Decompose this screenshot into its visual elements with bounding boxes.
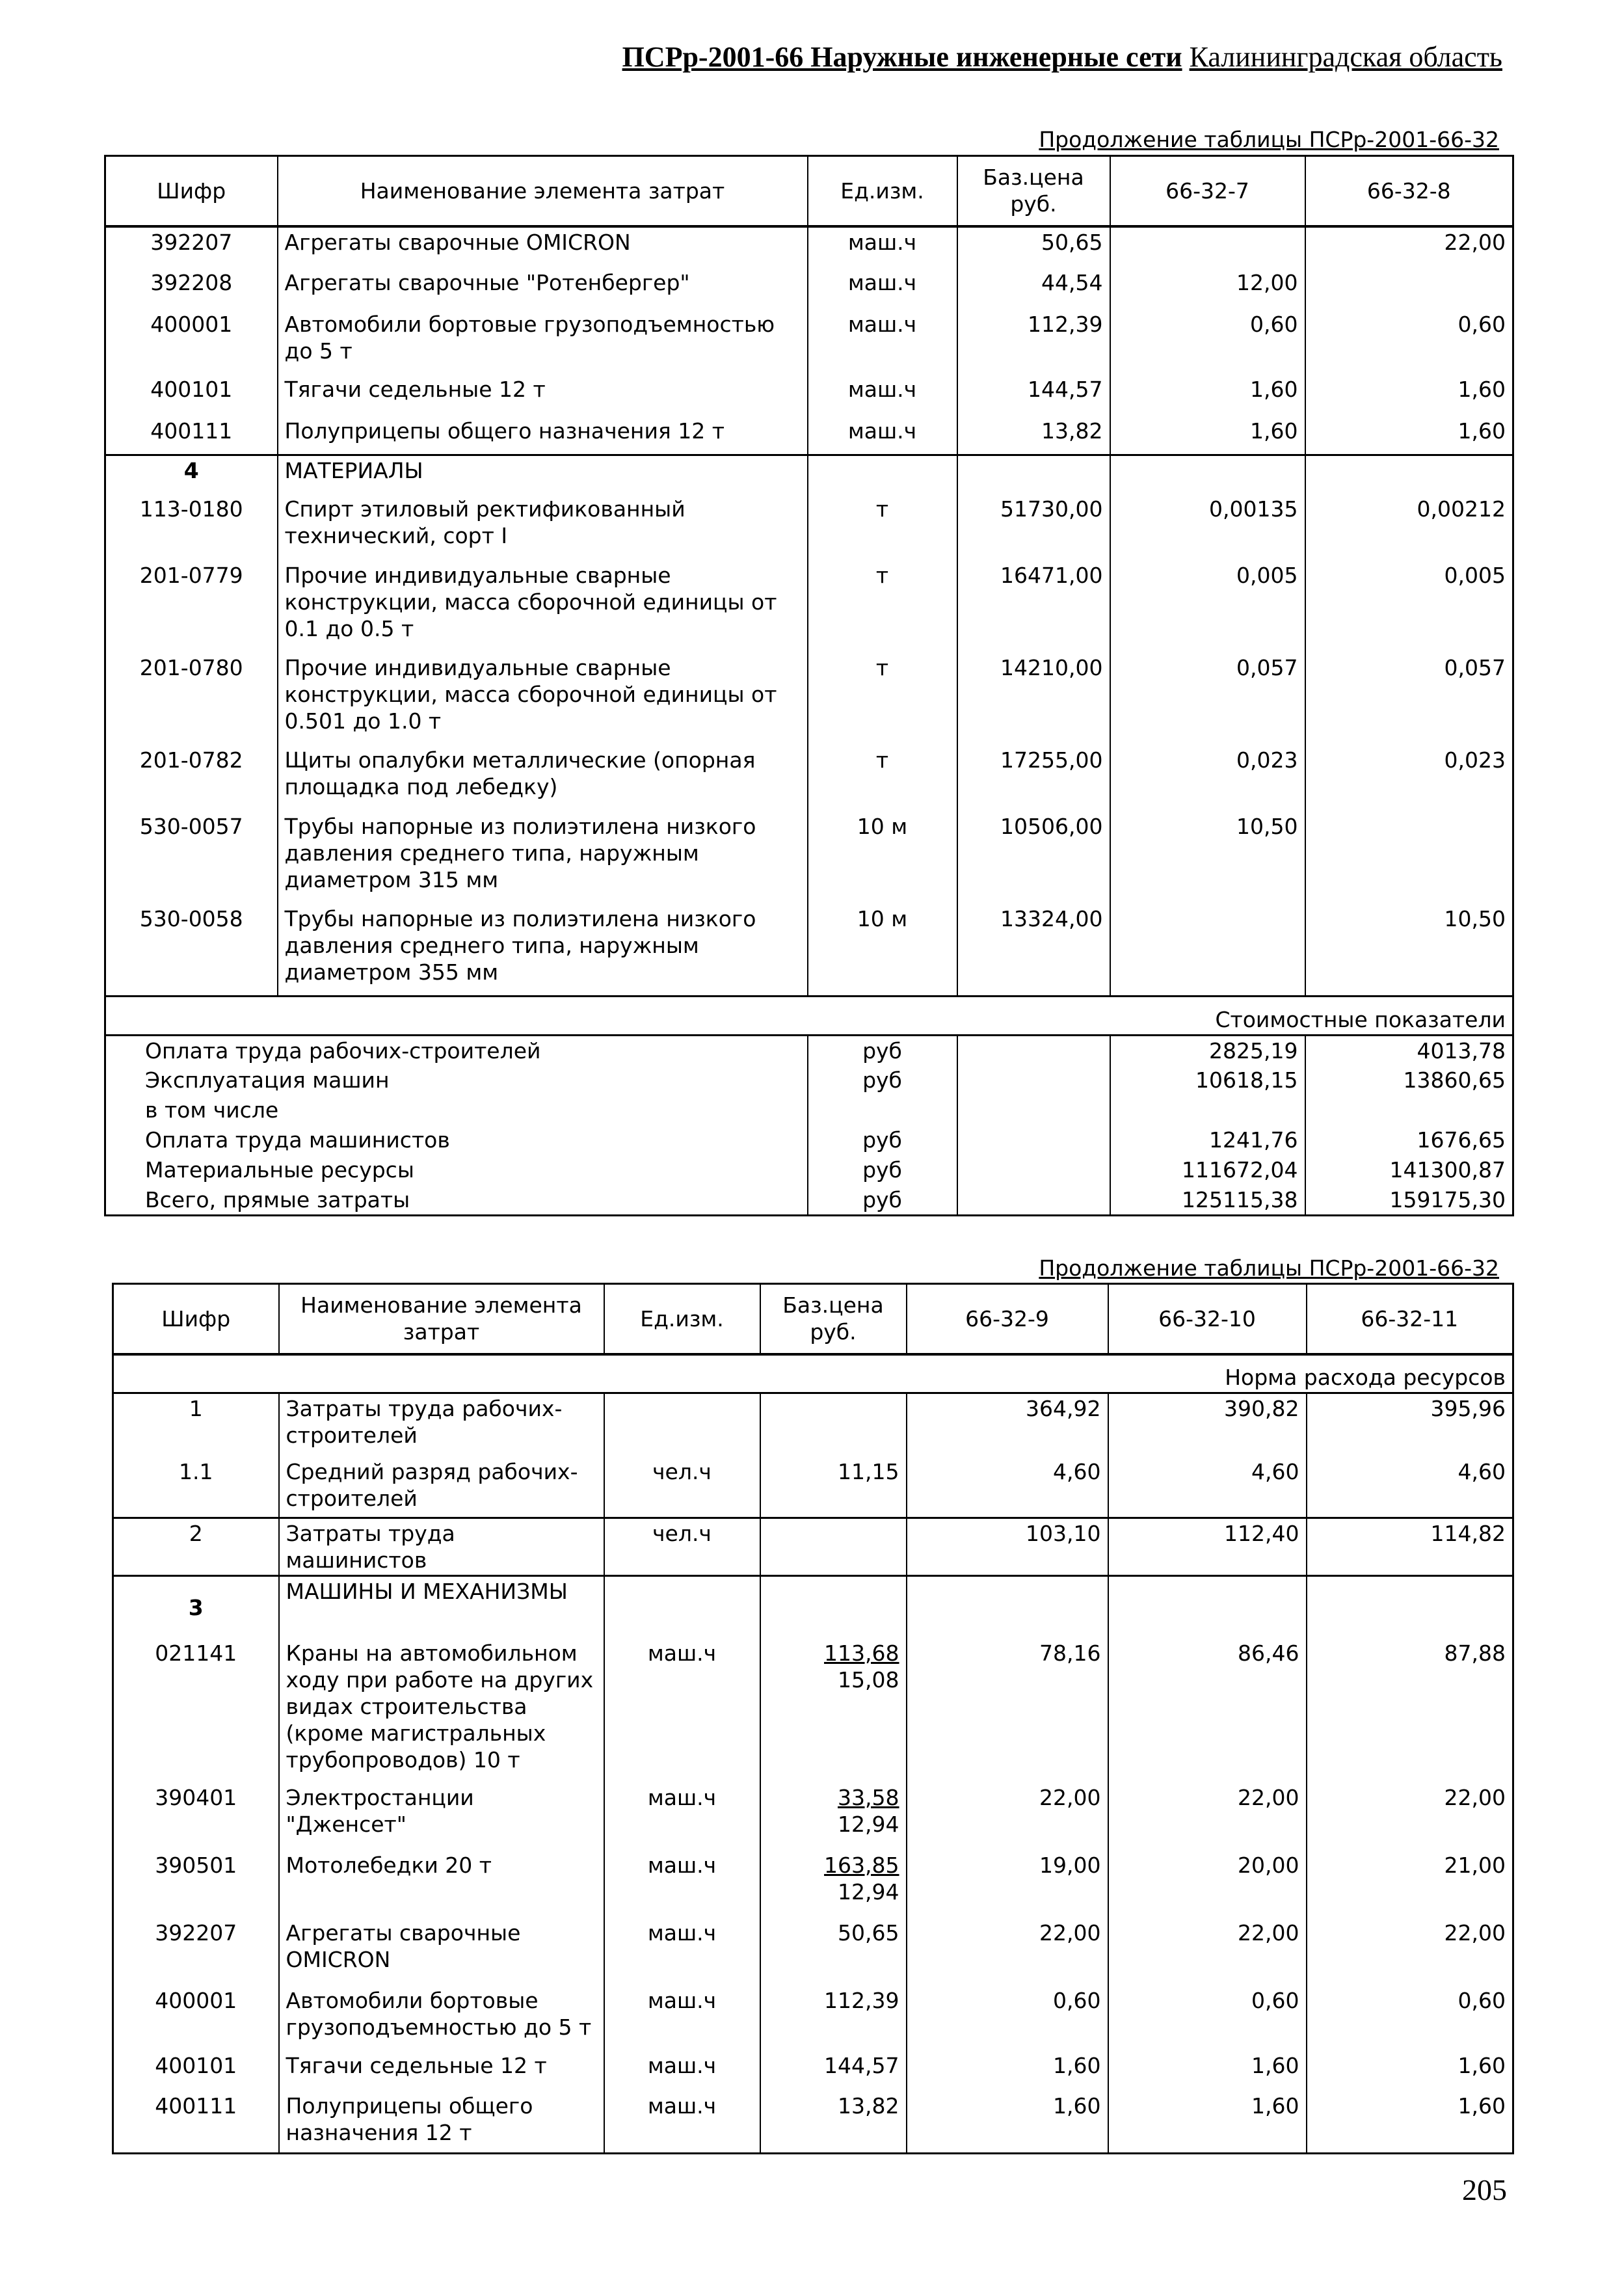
cell-code: 2 [113, 1518, 279, 1576]
cell-name: Прочие индивидуальные сварные конструкции, масса сборочной единицы от 0.1 до 0.5 т [278, 561, 808, 653]
cell-value: 114,82 [1307, 1518, 1513, 1576]
column-header-code: Шифр [113, 1284, 279, 1354]
summary-value: 1241,76 [1110, 1125, 1305, 1155]
table-row [113, 2091, 1513, 2154]
cell-unit: маш.ч [808, 375, 957, 416]
summary-value: 10618,15 [1110, 1065, 1305, 1095]
table-row [105, 375, 1513, 416]
cell-unit: маш.ч [604, 2051, 760, 2091]
cell-unit: маш.ч [808, 226, 957, 268]
column-header-unit: Ед.изм. [604, 1284, 760, 1354]
region-name: Калининградская область [1189, 41, 1502, 73]
table2-header-row [113, 1284, 1513, 1354]
cost-indicators-label: Стоимостные показатели [105, 997, 1513, 1036]
section-title: МАТЕРИАЛЫ [278, 455, 808, 494]
cell-value: 22,00 [1108, 1783, 1307, 1851]
price-numerator: 163,85 [824, 1852, 899, 1878]
cell-value: 22,00 [1305, 226, 1513, 268]
cell-value: 112,40 [1108, 1518, 1307, 1576]
cell-name: Мотолебедки 20 т [279, 1851, 604, 1918]
summary-label: Эксплуатация машин [145, 1067, 390, 1093]
summary-value: 125115,38 [1110, 1185, 1305, 1216]
cell-value: 0,60 [1108, 1986, 1307, 2051]
column-header-66-32-9: 66-32-9 [907, 1284, 1108, 1354]
price-numerator: 113,68 [824, 1640, 899, 1666]
column-header-name: Наименование элемента затрат [278, 156, 808, 226]
cell-price: 50,65 [957, 226, 1110, 268]
cell-unit: т [808, 745, 957, 812]
column-header-price: Баз.цена руб. [760, 1284, 907, 1354]
table-row [105, 653, 1513, 745]
cell-value: 0,023 [1305, 745, 1513, 812]
table-row [105, 268, 1513, 310]
cell-value [1305, 268, 1513, 310]
cell-price: 44,54 [957, 268, 1110, 310]
cell-value: 4,60 [1108, 1457, 1307, 1518]
summary-unit: руб [808, 1155, 957, 1185]
cell-value: 1,60 [907, 2051, 1108, 2091]
cell-unit: маш.ч [604, 1986, 760, 2051]
cell-price: 13,82 [957, 416, 1110, 455]
summary-unit: руб [808, 1125, 957, 1155]
cell-value: 1,60 [1305, 375, 1513, 416]
cell-value [1110, 904, 1305, 997]
summary-unit [808, 1095, 957, 1125]
cell-name: Полуприцепы общего назначения 12 т [279, 2091, 604, 2154]
cell-code: 392208 [150, 269, 233, 295]
table-row [105, 745, 1513, 812]
summary-value: 1676,65 [1305, 1125, 1513, 1155]
cell-unit [604, 1393, 760, 1457]
norm-banner [113, 1354, 1513, 1393]
cell-value: 0,023 [1110, 745, 1305, 812]
cell-price [760, 1639, 907, 1783]
summary-value: 4013,78 [1305, 1036, 1513, 1066]
cell-value: 21,00 [1307, 1851, 1513, 1918]
cell-value: 22,00 [907, 1918, 1108, 1986]
cell-value: 10,50 [1305, 904, 1513, 997]
cell-value: 390,82 [1108, 1393, 1307, 1457]
cell-price: 112,39 [957, 310, 1110, 375]
cell-name: Тягачи седельные 12 т [279, 2051, 604, 2091]
column-header-66-32-11: 66-32-11 [1307, 1284, 1513, 1354]
cell-value: 19,00 [907, 1851, 1108, 1918]
cell-value: 87,88 [1307, 1639, 1513, 1783]
summary-unit: руб [808, 1036, 957, 1066]
document-code-title: ПСРр-2001-66 Наружные инженерные сети [622, 41, 1182, 73]
table-row [113, 1457, 1513, 1518]
cell-value: 395,96 [1307, 1393, 1513, 1457]
cell-unit: маш.ч [808, 268, 957, 310]
column-header-66-32-10: 66-32-10 [1108, 1284, 1307, 1354]
summary-value: 111672,04 [1110, 1155, 1305, 1185]
cell-code: 400001 [150, 311, 233, 337]
cell-price: 16471,00 [957, 561, 1110, 653]
price-numerator: 33,58 [838, 1784, 899, 1810]
cell-unit: т [808, 561, 957, 653]
cell-value: 0,057 [1110, 653, 1305, 745]
cell-value: 1,60 [1108, 2051, 1307, 2091]
table1 [104, 155, 1514, 1216]
table-row [113, 1639, 1513, 1783]
cell-unit: чел.ч [604, 1457, 760, 1518]
cell-name: Трубы напорные из полиэтилена низкого давления среднего типа, наружным диаметром 315 мм [278, 812, 808, 904]
cell-name: Агрегаты сварочные OMICRON [279, 1918, 604, 1986]
cell-value: 20,00 [1108, 1851, 1307, 1918]
cell-name: Электростанции "Дженсет" [279, 1783, 604, 1851]
cell-code: 113-0180 [139, 496, 243, 522]
cell-value: 0,60 [1110, 310, 1305, 375]
cell-code: 1 [189, 1396, 203, 1421]
summary-row [105, 1036, 1513, 1066]
cell-value: 0,057 [1305, 653, 1513, 745]
table-row [113, 2051, 1513, 2091]
cell-name: Спирт этиловый ректификованный технический, сорт I [278, 494, 808, 561]
summary-label: Материальные ресурсы [145, 1157, 414, 1183]
cell-name: Прочие индивидуальные сварные конструкции, масса сборочной единицы от 0.501 до 1.0 т [278, 653, 808, 745]
cell-unit: маш.ч [604, 2091, 760, 2154]
table-row [113, 1783, 1513, 1851]
cell-price [760, 1783, 907, 1851]
cell-value: 1,60 [907, 2091, 1108, 2154]
summary-value [1110, 1095, 1305, 1125]
summary-row [105, 1155, 1513, 1185]
cell-unit: т [808, 653, 957, 745]
cell-price: 51730,00 [957, 494, 1110, 561]
summary-row [105, 1125, 1513, 1155]
cell-price: 17255,00 [957, 745, 1110, 812]
price-denominator: 15,08 [838, 1667, 899, 1693]
cell-code: 392207 [155, 1920, 237, 1946]
cell-value: 1,60 [1307, 2091, 1513, 2154]
table-row [105, 494, 1513, 561]
table-row [113, 1851, 1513, 1918]
cell-name: Полуприцепы общего назначения 12 т [278, 416, 808, 455]
summary-label: Оплата труда рабочих-строителей [145, 1038, 541, 1064]
summary-value: 2825,19 [1110, 1036, 1305, 1066]
cell-value: 0,60 [907, 1986, 1108, 2051]
cell-unit: 10 м [808, 904, 957, 997]
table-row [113, 1393, 1513, 1457]
column-header-66-32-8: 66-32-8 [1305, 156, 1513, 226]
cell-code: 1.1 [179, 1458, 213, 1484]
section-row-machines [113, 1576, 1513, 1639]
cell-unit: чел.ч [604, 1518, 760, 1576]
cell-value: 0,005 [1305, 561, 1513, 653]
column-header-66-32-7: 66-32-7 [1110, 156, 1305, 226]
cell-value: 0,005 [1110, 561, 1305, 653]
cell-value: 1,60 [1305, 416, 1513, 455]
summary-value: 13860,65 [1305, 1065, 1513, 1095]
table-row [105, 226, 1513, 268]
cell-unit: т [808, 494, 957, 561]
cell-unit: 10 м [808, 812, 957, 904]
cell-code: 400001 [155, 1987, 237, 2013]
cell-value: 103,10 [907, 1518, 1108, 1576]
table-row [105, 812, 1513, 904]
cell-value: 1,60 [1110, 416, 1305, 455]
cell-unit: маш.ч [604, 1851, 760, 1918]
cell-code: 201-0780 [139, 654, 243, 680]
cell-unit: маш.ч [808, 310, 957, 375]
cell-code: 021141 [155, 1640, 237, 1666]
table-row [113, 1518, 1513, 1576]
column-header-code: Шифр [105, 156, 278, 226]
column-header-name: Наименование элемента затрат [279, 1284, 604, 1354]
summary-row [105, 1065, 1513, 1095]
cell-name: Агрегаты сварочные "Ротенбергер" [278, 268, 808, 310]
cell-price: 144,57 [760, 2051, 907, 2091]
cell-code: 400111 [155, 2093, 237, 2119]
summary-value [1305, 1095, 1513, 1125]
section-row-materials [105, 455, 1513, 494]
table2-caption: Продолжение таблицы ПСРр-2001-66-32 [1039, 1255, 1499, 1281]
price-denominator: 12,94 [838, 1811, 899, 1837]
cell-price: 50,65 [760, 1918, 907, 1986]
cell-name: Затраты труда машинистов [279, 1518, 604, 1576]
cell-name: Автомобили бортовые грузоподъемностью до 5 т [279, 1986, 604, 2051]
cell-price: 112,39 [760, 1986, 907, 2051]
summary-value: 159175,30 [1305, 1185, 1513, 1216]
cell-name: Средний разряд рабочих-строителей [279, 1457, 604, 1518]
cell-value [1110, 226, 1305, 268]
table1-caption: Продолжение таблицы ПСРр-2001-66-32 [1039, 127, 1499, 152]
norm-banner-label: Норма расхода ресурсов [113, 1354, 1513, 1393]
cell-name: Краны на автомобильном ходу при работе на других видах строительства (кроме магистральных трубопроводов) 10 т [279, 1639, 604, 1783]
cell-value: 10,50 [1110, 812, 1305, 904]
cell-code: 201-0782 [139, 747, 243, 773]
table-row [105, 416, 1513, 455]
cell-value: 22,00 [1307, 1783, 1513, 1851]
cell-unit: маш.ч [808, 416, 957, 455]
cost-indicators-banner [105, 997, 1513, 1036]
cell-value: 4,60 [907, 1457, 1108, 1518]
cell-value: 4,60 [1307, 1457, 1513, 1518]
cell-value: 22,00 [1108, 1918, 1307, 1986]
summary-unit: руб [808, 1065, 957, 1095]
summary-unit: руб [808, 1185, 957, 1216]
cell-code: 390501 [155, 1852, 237, 1878]
cell-code: 530-0058 [139, 905, 243, 931]
cell-value: 1,60 [1307, 2051, 1513, 2091]
table-row [113, 1918, 1513, 1986]
summary-label: Всего, прямые затраты [145, 1187, 410, 1212]
cell-code: 400111 [150, 418, 233, 444]
cell-price: 144,57 [957, 375, 1110, 416]
summary-label: Оплата труда машинистов [145, 1127, 450, 1153]
cell-value: 0,00135 [1110, 494, 1305, 561]
cell-code: 201-0779 [139, 562, 243, 588]
cell-unit: маш.ч [604, 1783, 760, 1851]
cell-unit: маш.ч [604, 1918, 760, 1986]
cell-value: 0,60 [1305, 310, 1513, 375]
cell-name: Трубы напорные из полиэтилена низкого давления среднего типа, наружным диаметром 355 мм [278, 904, 808, 997]
cell-price [760, 1851, 907, 1918]
table1-header-row [105, 156, 1513, 226]
summary-row [105, 1185, 1513, 1216]
section-number: 3 [113, 1576, 279, 1639]
price-denominator: 12,94 [838, 1879, 899, 1905]
cell-price: 13,82 [760, 2091, 907, 2154]
cell-price: 10506,00 [957, 812, 1110, 904]
table2 [112, 1283, 1514, 2154]
cell-name: Агрегаты сварочные OMICRON [278, 226, 808, 268]
table-row [113, 1986, 1513, 2051]
page-header [104, 40, 1502, 79]
cell-value: 22,00 [907, 1783, 1108, 1851]
cell-value: 1,60 [1110, 375, 1305, 416]
cell-value: 1,60 [1108, 2091, 1307, 2154]
summary-row [105, 1095, 1513, 1125]
cell-price: 11,15 [760, 1457, 907, 1518]
cell-unit: маш.ч [604, 1639, 760, 1783]
cell-name: Затраты труда рабочих-строителей [279, 1393, 604, 1457]
cell-value: 0,00212 [1305, 494, 1513, 561]
cell-price: 13324,00 [957, 904, 1110, 997]
cell-code: 392207 [150, 229, 233, 255]
table-row [105, 561, 1513, 653]
cell-value: 12,00 [1110, 268, 1305, 310]
summary-value: 141300,87 [1305, 1155, 1513, 1185]
column-header-unit: Ед.изм. [808, 156, 957, 226]
cell-value: 86,46 [1108, 1639, 1307, 1783]
cell-code: 400101 [155, 2052, 237, 2078]
cell-price [760, 1518, 907, 1576]
cell-value: 0,60 [1307, 1986, 1513, 2051]
table-row [105, 310, 1513, 375]
cell-name: Щиты опалубки металлические (опорная площадка под лебедку) [278, 745, 808, 812]
cell-code: 390401 [155, 1784, 237, 1810]
cell-value [1305, 812, 1513, 904]
cell-code: 530-0057 [139, 813, 243, 839]
cell-code: 400101 [150, 376, 233, 402]
column-header-price: Баз.цена руб. [957, 156, 1110, 226]
section-title: МАШИНЫ И МЕХАНИЗМЫ [279, 1576, 604, 1639]
section-number: 4 [105, 455, 278, 494]
page-number: 205 [1462, 2173, 1507, 2206]
cell-name: Автомобили бортовые грузоподъемностью до 5 т [278, 310, 808, 375]
cell-name: Тягачи седельные 12 т [278, 375, 808, 416]
cell-value: 22,00 [1307, 1918, 1513, 1986]
cell-value: 364,92 [907, 1393, 1108, 1457]
cell-price [760, 1393, 907, 1457]
summary-label: в том числе [145, 1097, 279, 1123]
table-row [105, 904, 1513, 997]
cell-price: 14210,00 [957, 653, 1110, 745]
cell-value: 78,16 [907, 1639, 1108, 1783]
